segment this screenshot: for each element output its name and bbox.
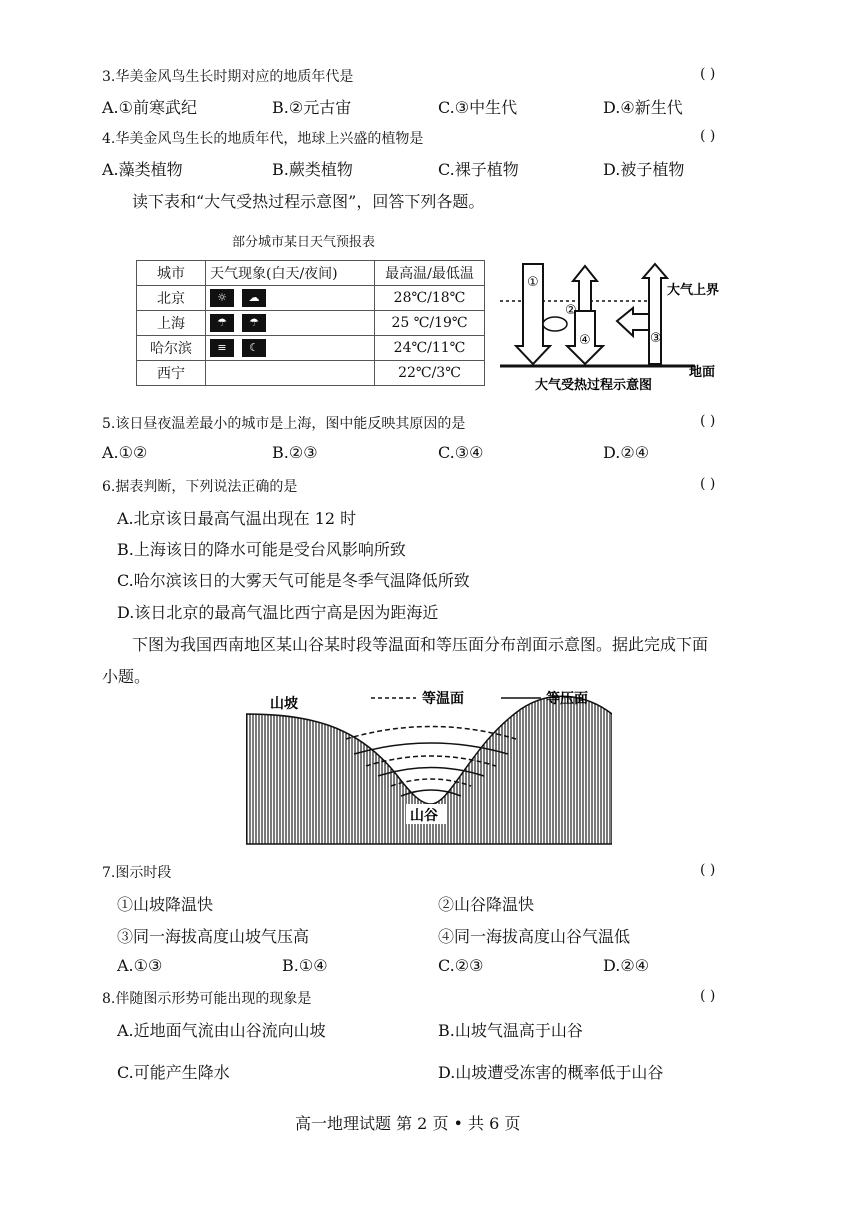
q4-answer-paren: ( ) — [700, 128, 716, 144]
table-row — [137, 311, 485, 336]
q3-answer-paren: ( ) — [700, 66, 716, 82]
table-row — [137, 361, 485, 386]
q8-stem: 8.伴随图示形势可能出现的现象是 — [102, 991, 312, 1007]
num-3: ③ — [650, 331, 662, 346]
temperature: 28℃/18℃ — [375, 286, 485, 311]
city-name: 西宁 — [137, 361, 206, 386]
temperature: 22℃/3℃ — [375, 361, 485, 386]
q5-option-b: B.②③ — [272, 443, 318, 462]
city-name: 上海 — [137, 311, 206, 336]
legend-iso-temp: 等温面 — [422, 691, 464, 707]
intro-paragraph-1: 读下表和“大气受热过程示意图”，回答下列各题。 — [132, 192, 485, 211]
city-name: 哈尔滨 — [137, 336, 206, 361]
q4-option-b: B.蕨类植物 — [272, 160, 353, 179]
q5-option-a: A.①② — [102, 443, 148, 462]
q3-stem: 3.华美金风鸟生长时期对应的地质年代是 — [102, 69, 354, 85]
fog-icon: ≡ — [210, 339, 234, 357]
upper-atmosphere-label: 大气上界 — [667, 283, 720, 298]
q6-option-c: C.哈尔滨该日的大雾天气可能是冬季气温降低所致 — [117, 571, 470, 590]
q6-stem: 6.据表判断，下列说法正确的是 — [102, 479, 298, 495]
q8-option-c: C.可能产生降水 — [117, 1063, 230, 1082]
moon-icon: ☾ — [242, 339, 266, 357]
q8-option-d: D.山坡遭受冻害的概率低于山谷 — [438, 1063, 664, 1082]
q7-stem: 7.图示时段 — [102, 865, 172, 881]
intro-paragraph-2-line2: 小题。 — [102, 667, 151, 686]
q8-option-a: A.近地面气流由山谷流向山坡 — [117, 1021, 326, 1040]
weather-icons — [206, 361, 375, 386]
valley-label: 山谷 — [410, 808, 438, 824]
weather-icons — [206, 336, 375, 361]
q5-option-c: C.③④ — [438, 443, 484, 462]
weather-icons — [206, 286, 375, 311]
q8-answer-paren: ( ) — [700, 988, 716, 1004]
q3-option-a: A.①前寒武纪 — [102, 98, 197, 117]
q4-option-a: A.藻类植物 — [102, 160, 183, 179]
intro-paragraph-2-line1: 下图为我国西南地区某山谷某时段等温面和等压面分布剖面示意图。据此完成下面 — [132, 635, 709, 654]
diagram-caption: 大气受热过程示意图 — [535, 378, 653, 393]
q7-option-b: B.①④ — [282, 956, 328, 975]
table-row — [137, 336, 485, 361]
page-footer: 高一地理试题 第 2 页 • 共 6 页 — [295, 1114, 521, 1133]
weather-icons — [206, 311, 375, 336]
temperature: 25 ℃/19℃ — [375, 311, 485, 336]
rain-icon: ☂ — [242, 314, 266, 332]
weather-table — [136, 260, 485, 386]
q6-option-a: A.北京该日最高气温出现在 12 时 — [117, 509, 357, 528]
slope-label: 山坡 — [270, 696, 298, 712]
q3-option-c: C.③中生代 — [438, 98, 518, 117]
atmospheric-heating-diagram — [495, 256, 725, 396]
q6-option-b: B.上海该日的降水可能是受台风影响所致 — [117, 540, 406, 559]
table-header: 城市 — [137, 261, 206, 286]
q4-option-c: C.裸子植物 — [438, 160, 519, 179]
q7-statement-3: ③同一海拔高度山坡气压高 — [117, 927, 310, 946]
partly-cloudy-icon: ☁ — [242, 289, 266, 307]
q7-statement-2: ②山谷降温快 — [438, 895, 535, 914]
valley-cross-section-diagram — [246, 684, 612, 849]
ground-label: 地面 — [689, 365, 716, 380]
q7-answer-paren: ( ) — [700, 862, 716, 878]
num-2: ② — [565, 303, 577, 318]
sun-icon: ☼ — [210, 289, 234, 307]
q7-statement-1: ①山坡降温快 — [117, 895, 214, 914]
temperature: 24℃/11℃ — [375, 336, 485, 361]
rain-icon: ☂ — [210, 314, 234, 332]
q7-statement-4: ④同一海拔高度山谷气温低 — [438, 927, 631, 946]
table-caption: 部分城市某日天气预报表 — [232, 235, 376, 250]
legend-iso-pressure: 等压面 — [546, 691, 588, 707]
q8-option-b: B.山坡气温高于山谷 — [438, 1021, 583, 1040]
q7-option-a: A.①③ — [117, 956, 163, 975]
q6-option-d: D.该日北京的最高气温比西宁高是因为距海近 — [117, 603, 439, 622]
q7-option-d: D.②④ — [603, 956, 650, 975]
q3-option-b: B.②元古宙 — [272, 98, 352, 117]
table-header: 天气现象(白天/夜间) — [206, 261, 375, 286]
q5-answer-paren: ( ) — [700, 413, 716, 429]
table-header-row — [137, 261, 485, 286]
q5-option-d: D.②④ — [603, 443, 650, 462]
table-row — [137, 286, 485, 311]
q5-stem: 5.该日昼夜温差最小的城市是上海，图中能反映其原因的是 — [102, 416, 466, 432]
num-4: ④ — [579, 333, 591, 348]
city-name: 北京 — [137, 286, 206, 311]
q6-answer-paren: ( ) — [700, 476, 716, 492]
q3-option-d: D.④新生代 — [603, 98, 683, 117]
q4-option-d: D.被子植物 — [603, 160, 685, 179]
q7-option-c: C.②③ — [438, 956, 484, 975]
num-1: ① — [527, 275, 539, 290]
q4-stem: 4.华美金风鸟生长的地质年代，地球上兴盛的植物是 — [102, 131, 424, 147]
table-header: 最高温/最低温 — [375, 261, 485, 286]
